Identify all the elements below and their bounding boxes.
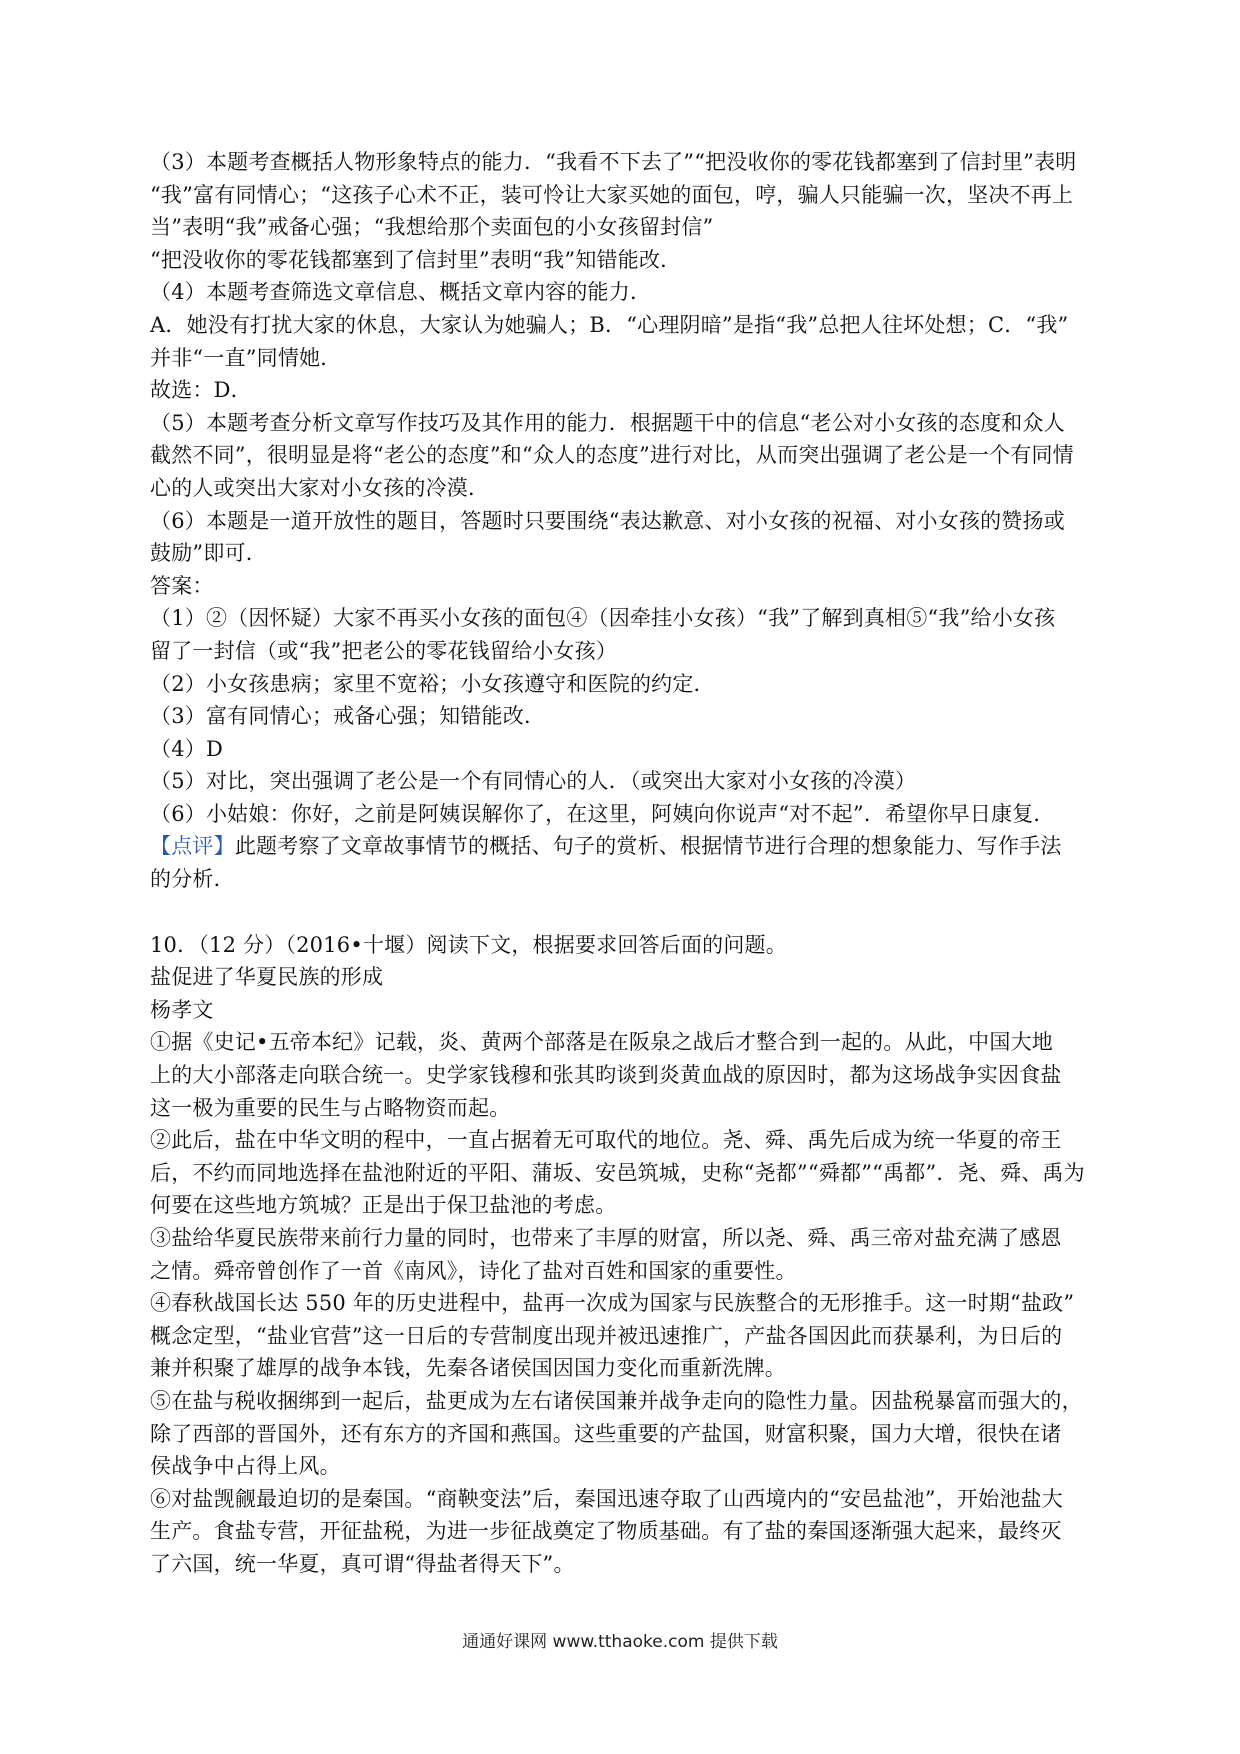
paragraph-line: ⑤在盐与税收捆绑到一起后，盐更成为左右诸侯国兼并战争走向的隐性力量。因盐税暴富而强大的，: [150, 1388, 1083, 1413]
analysis-line: 当”表明“我”戒备心强；“我想给那个卖面包的小女孩留封信”: [150, 215, 714, 240]
paragraph-line: 兼并积聚了雄厚的战争本钱，先秦各诸侯国因国力变化而重新洗牌。: [150, 1356, 786, 1381]
analysis-line: “我”富有同情心；“这孩子心术不正，装可怜让大家买她的面包，哼，骗人只能骗一次，坚决不再上: [150, 182, 1074, 207]
answer-line: （2）小女孩患病；家里不宽裕；小女孩遵守和医院的约定．: [150, 671, 715, 696]
article-author: 杨孝文: [150, 997, 214, 1022]
paragraph-line: 之情。舜帝曾创作了一首《南风》，诗化了盐对百姓和国家的重要性。: [150, 1258, 797, 1283]
article-paragraph-6: [150, 1483, 1100, 1581]
article-paragraph-3: [150, 1222, 1100, 1287]
analysis-line: 鼓励”即可．: [150, 541, 267, 566]
answers-label: 答案：: [150, 573, 214, 598]
comment-tag: 【点评】: [150, 834, 235, 859]
document-page: [150, 146, 1100, 1581]
paragraph-line: 了六国，统一华夏，真可谓“得盐者得天下”。: [150, 1551, 575, 1576]
page-footer: 通通好课网 www.tthaoke.com 提供下载: [462, 1632, 778, 1652]
paragraph-line: ④春秋战国长达 550 年的历史进程中，盐再一次成为国家与民族整合的无形推手。这一时期“盐政”: [150, 1291, 1075, 1316]
comment-line: 的分析．: [150, 867, 235, 892]
paragraph-line: ①据《史记•五帝本纪》记载，炎、黄两个部落是在阪泉之战后才整合到一起的。从此，中国大地: [150, 1030, 1053, 1055]
paragraph-line: ②此后，盐在中华文明的程中，一直占据着无可取代的地位。尧、舜、禹先后成为统一华夏的帝王: [150, 1128, 1062, 1153]
paragraph-line: 除了西部的晋国外，还有东方的齐国和燕国。这些重要的产盐国，财富积聚，国力大增，很快在诸: [150, 1421, 1062, 1446]
question-header: 10．（12 分）（2016•十堰）阅读下文，根据要求回答后面的问题。: [150, 932, 787, 957]
article-paragraph-4: [150, 1287, 1100, 1385]
article-paragraph-5: [150, 1385, 1100, 1483]
paragraph-line: 何要在这些地方筑城？正是出于保卫盐池的考虑。: [150, 1193, 617, 1218]
answer-line: （5）对比，突出强调了老公是一个有同情心的人．（或突出大家对小女孩的冷漠）: [150, 769, 917, 794]
analysis-line: 截然不同”，很明显是将“老公的态度”和“众人的态度”进行对比，从而突出强调了老公是一个有同情: [150, 443, 1074, 468]
answer-line: （4）D: [150, 736, 223, 761]
answer-line: （6）小姑娘：你好，之前是阿姨误解你了，在这里，阿姨向你说声“对不起”．希望你早日康复．: [150, 801, 1055, 826]
analysis-line: （5）本题考查分析文章写作技巧及其作用的能力．根据题干中的信息“老公对小女孩的态度和众人: [150, 410, 1065, 435]
section-gap: [150, 896, 1100, 929]
article-title: 盐促进了华夏民族的形成: [150, 965, 384, 990]
answer-line: （3）富有同情心；戒备心强；知错能改．: [150, 704, 546, 729]
paragraph-line: 后，不约而同地选择在盐池附近的平阳、蒲坂、安邑筑城，史称“尧都”“舜都”“禹都”．尧、舜、禹为: [150, 1160, 1085, 1185]
paragraph-line: 生产。食盐专营，开征盐税，为进一步征战奠定了物质基础。有了盐的秦国逐渐强大起来，最终灭: [150, 1519, 1062, 1544]
comment-text: 此题考察了文章故事情节的概括、句子的赏析、根据情节进行合理的想象能力、写作手法: [234, 834, 1062, 859]
analysis-line: （4）本题考查筛选文章信息、概括文章内容的能力．: [150, 280, 652, 305]
analysis-line: （6）本题是一道开放性的题目，答题时只要围绕“表达歉意、对小女孩的祝福、对小女孩的赞扬或: [150, 508, 1065, 533]
analysis-line: “把没收你的零花钱都塞到了信封里”表明“我”知错能改．: [150, 247, 682, 272]
question-10-section: [150, 929, 1100, 1581]
analysis-section: [150, 146, 1100, 570]
article-paragraph-2: [150, 1124, 1100, 1222]
paragraph-line: 概念定型，“盐业官营”这一日后的专营制度出现并被迅速推广，产盐各国因此而获暴利，为日后的: [150, 1323, 1063, 1348]
analysis-line: 故选：D．: [150, 378, 252, 403]
paragraph-line: ⑥对盐觊觎最迫切的是秦国。“商鞅变法”后，秦国迅速夺取了山西境内的“安邑盐池”，开始池盐大: [150, 1486, 1063, 1511]
comment-line: [150, 830, 1100, 863]
analysis-line: 并非“一直”同情她．: [150, 345, 342, 370]
paragraph-line: ③盐给华夏民族带来前行力量的同时，也带来了丰厚的财富，所以尧、舜、禹三帝对盐充满了感恩: [150, 1226, 1062, 1250]
analysis-line: （3）本题考查概括人物形象特点的能力．“我看不下去了”“把没收你的零花钱都塞到了信封里”表明: [150, 150, 1077, 174]
paragraph-line: 侯战争中占得上风。: [150, 1454, 341, 1479]
answers-section: [150, 570, 1100, 831]
answer-line: （1）②（因怀疑）大家不再买小女孩的面包④（因牵挂小女孩）“我”了解到真相⑤“我”给小女孩: [150, 606, 1056, 631]
answer-line: 留了一封信（或“我”把老公的零花钱留给小女孩）: [150, 638, 618, 663]
article-paragraph-1: [150, 1026, 1100, 1124]
comment-section: [150, 830, 1100, 895]
paragraph-line: 上的大小部落走向联合统一。史学家钱穆和张其昀谈到炎黄血战的原因时，都为这场战争实因食盐: [150, 1063, 1062, 1088]
paragraph-line: 这一极为重要的民生与占略物资而起。: [150, 1095, 511, 1120]
analysis-line: A．她没有打扰大家的休息，大家认为她骗人；B．“心理阴暗”是指“我”总把人往坏处想；C．“我”: [150, 312, 1069, 337]
analysis-line: 心的人或突出大家对小女孩的冷漠．: [150, 475, 490, 500]
